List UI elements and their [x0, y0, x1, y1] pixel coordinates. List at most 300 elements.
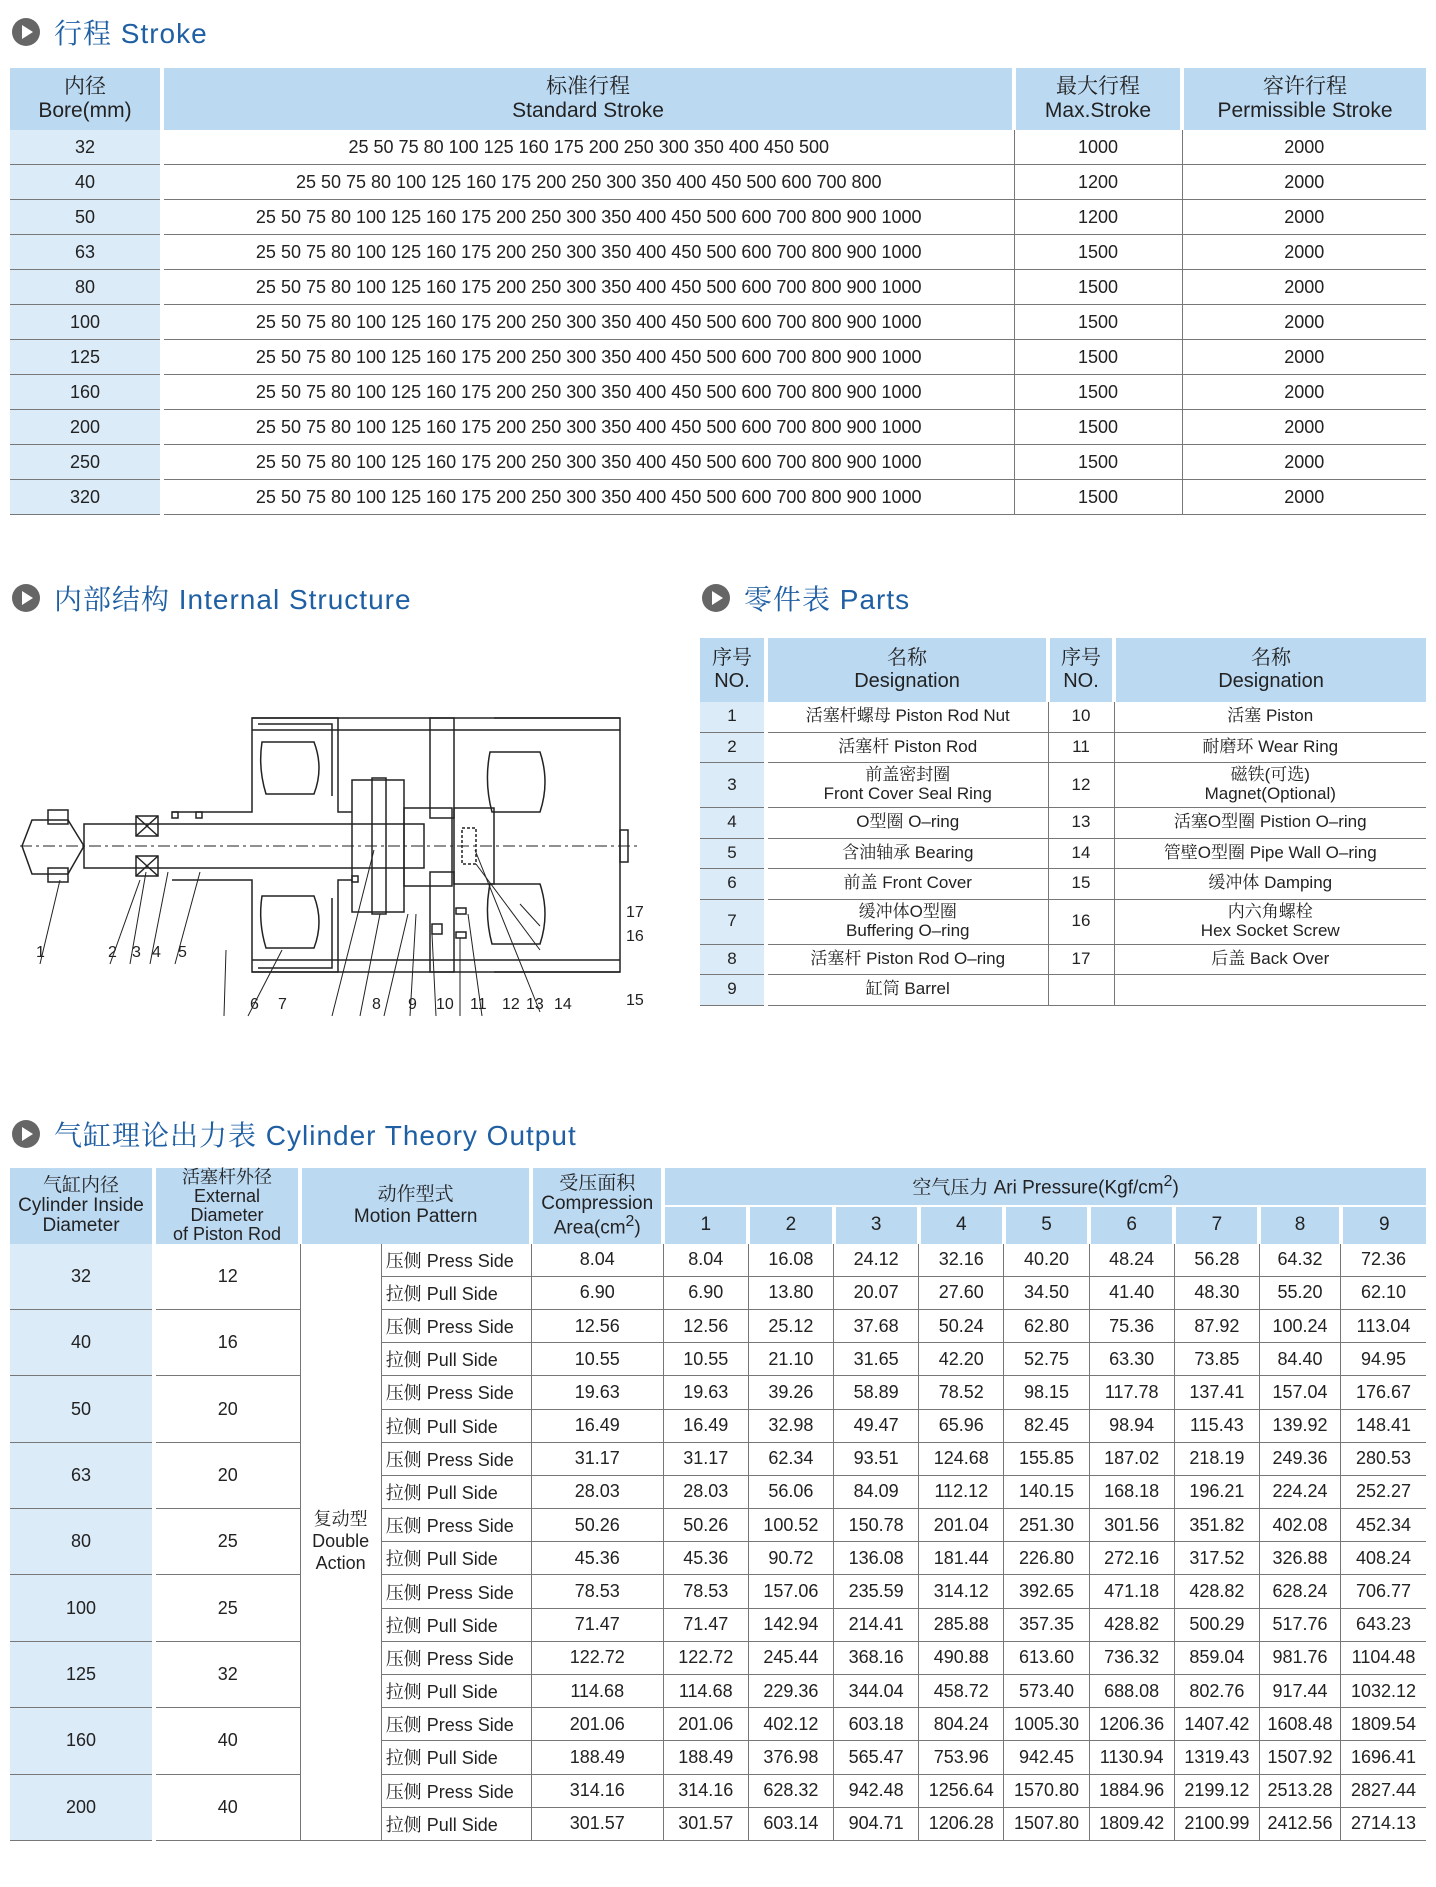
part-number [700, 808, 766, 839]
force-value-cell: 41.40 [1089, 1276, 1174, 1309]
force-value-cell: 2513.28 [1259, 1774, 1340, 1807]
force-value-cell: 229.36 [748, 1675, 833, 1708]
parts-header-row [700, 638, 1426, 702]
output-section-title [12, 1114, 577, 1154]
parts-table [700, 638, 1426, 1006]
stroke-row [10, 130, 1426, 165]
pull-side-label: 拉侧 Pull Side [381, 1807, 531, 1840]
force-value-cell: 16.49 [663, 1409, 748, 1442]
max-stroke-cell: 1500 [1014, 305, 1182, 340]
force-value-cell: 56.28 [1174, 1244, 1259, 1277]
part-text: 4 [727, 812, 737, 832]
part-designation-2 [1114, 732, 1426, 763]
area-header: 受压面积 Compression $Area(cm^2)$ [531, 1168, 663, 1244]
air-pressure-header: 空气压力 Ari $Pressure(Kgf/cm^2)$ [663, 1168, 1426, 1206]
force-value-cell: 21.10 [748, 1343, 833, 1376]
rod-diameter-cell: 32 [154, 1641, 300, 1707]
force-value-cell: 1608.48 [1259, 1708, 1340, 1741]
callout-label-11: 11 [470, 996, 487, 1013]
force-value-cell: 63.30 [1089, 1343, 1174, 1376]
area-cell: 50.26 [531, 1509, 663, 1542]
part-designation-2 [1114, 763, 1426, 808]
area-cell: 8.04 [531, 1244, 663, 1277]
force-value-cell: 100.52 [748, 1509, 833, 1542]
force-value-cell: 50.26 [663, 1509, 748, 1542]
part-number [700, 732, 766, 763]
part-number [700, 763, 766, 808]
part-text: Buffering O–ring [846, 920, 970, 940]
bore-cell: 125 [10, 340, 162, 375]
rod-diameter-cell: 20 [154, 1442, 300, 1508]
press-side-row [10, 1244, 1426, 1277]
max-stroke-cell: 1500 [1014, 375, 1182, 410]
cylinder-diameter-cell: 50 [10, 1376, 154, 1442]
pressure-header-8: 8 [1259, 1206, 1340, 1244]
force-value-cell: 168.18 [1089, 1475, 1174, 1508]
part-text: 活塞O型圈 Pistion O–ring [1173, 812, 1367, 832]
bore-cell: 50 [10, 200, 162, 235]
pull-side-label: 拉侧 Pull Side [381, 1409, 531, 1442]
force-value-cell: 301.57 [663, 1807, 748, 1840]
part-number-2 [1048, 808, 1114, 839]
max-stroke-cell: 1500 [1014, 340, 1182, 375]
rod-diameter-cell: 25 [154, 1575, 300, 1641]
part-text: Front Cover Seal Ring [823, 784, 992, 803]
callout-label-10: 10 [436, 996, 454, 1013]
force-value-cell: 351.82 [1174, 1509, 1259, 1542]
parts-row [700, 899, 1426, 944]
force-value-cell: 628.32 [748, 1774, 833, 1807]
force-value-cell: 115.43 [1174, 1409, 1259, 1442]
force-value-cell: 628.24 [1259, 1575, 1340, 1608]
force-value-cell: 94.95 [1341, 1343, 1426, 1376]
force-value-cell: 157.04 [1259, 1376, 1340, 1409]
force-value-cell: 285.88 [919, 1608, 1004, 1641]
press-side-label: 压侧 Press Side [381, 1509, 531, 1542]
force-value-cell: 201.06 [663, 1708, 748, 1741]
part-number [700, 944, 766, 975]
part-text: 耐磨环 Wear Ring [1202, 736, 1339, 756]
part-designation [766, 869, 1048, 900]
press-side-row [10, 1376, 1426, 1409]
parts-section-title [702, 578, 910, 618]
area-cell: 301.57 [531, 1807, 663, 1840]
force-value-cell: 942.45 [1004, 1741, 1089, 1774]
standard-stroke-cell: 25 50 75 80 100 125 160 175 200 250 300 350 400 450 500 600 700 800 900 1000 [162, 235, 1014, 270]
force-value-cell: 78.53 [663, 1575, 748, 1608]
force-value-cell: 45.36 [663, 1542, 748, 1575]
permissible-stroke-header: 容许行程 Permissible Stroke [1182, 68, 1426, 130]
callout-label-8: 8 [372, 996, 381, 1013]
force-value-cell: 252.27 [1341, 1475, 1426, 1508]
part-text: 14 [1071, 842, 1091, 862]
pull-side-label: 拉侧 Pull Side [381, 1608, 531, 1641]
force-value-cell: 613.60 [1004, 1641, 1089, 1674]
force-value-cell: 603.18 [834, 1708, 919, 1741]
callout-label-5: 5 [178, 944, 187, 961]
force-value-cell: 428.82 [1174, 1575, 1259, 1608]
force-value-cell: 2827.44 [1341, 1774, 1426, 1807]
pressure-header-1: 1 [663, 1206, 748, 1244]
area-cell: 31.17 [531, 1442, 663, 1475]
motion-pattern-header: 动作型式 Motion Pattern [300, 1168, 531, 1244]
force-value-cell: 688.08 [1089, 1675, 1174, 1708]
force-value-cell: 84.40 [1259, 1343, 1340, 1376]
part-designation [766, 975, 1048, 1006]
force-value-cell: 218.19 [1174, 1442, 1259, 1475]
press-side-row [10, 1575, 1426, 1608]
force-value-cell: 12.56 [663, 1309, 748, 1342]
part-text: Hex Socket Screw [1200, 920, 1340, 940]
cylinder-diameter-cell: 80 [10, 1509, 154, 1575]
force-value-cell: 251.30 [1004, 1509, 1089, 1542]
force-value-cell: 2100.99 [1174, 1807, 1259, 1840]
part-number-2 [1048, 869, 1114, 900]
max-stroke-cell: 1500 [1014, 270, 1182, 305]
play-bullet-icon [12, 1120, 40, 1148]
force-value-cell: 75.36 [1089, 1309, 1174, 1342]
force-value-cell: 62.80 [1004, 1309, 1089, 1342]
force-value-cell: 62.10 [1341, 1276, 1426, 1309]
force-value-cell: 471.18 [1089, 1575, 1174, 1608]
designation-header-2: 名称 Designation [1114, 638, 1426, 702]
force-value-cell: 802.76 [1174, 1675, 1259, 1708]
force-value-cell: 124.68 [919, 1442, 1004, 1475]
rod-diameter-cell: 40 [154, 1774, 300, 1840]
part-designation [766, 732, 1048, 763]
callout-label-15: 15 [626, 992, 644, 1009]
motion-pattern-text: Action [315, 1552, 366, 1573]
force-value-cell: 917.44 [1259, 1675, 1340, 1708]
stroke-section-title [12, 12, 208, 52]
permissible-stroke-cell: 2000 [1182, 305, 1426, 340]
part-text: 缓冲体 Damping [1208, 873, 1333, 893]
force-value-cell: 65.96 [919, 1409, 1004, 1442]
force-value-cell: 344.04 [834, 1675, 919, 1708]
force-value-cell: 392.65 [1004, 1575, 1089, 1608]
bore-cell: 40 [10, 165, 162, 200]
force-value-cell: 50.24 [919, 1309, 1004, 1342]
internal-structure-diagram [20, 700, 660, 1020]
press-side-row [10, 1309, 1426, 1342]
standard-stroke-cell: 25 50 75 80 100 125 160 175 200 250 300 350 400 450 500 [162, 130, 1014, 165]
force-value-cell: 58.89 [834, 1376, 919, 1409]
output-table [10, 1168, 1426, 1841]
force-value-cell: 56.06 [748, 1475, 833, 1508]
cylinder-diameter-header: 气缸内径 Cylinder Inside Diameter [10, 1168, 154, 1244]
parts-row [700, 808, 1426, 839]
rod-diameter-cell: 20 [154, 1376, 300, 1442]
bore-cell: 80 [10, 270, 162, 305]
parts-title-text: 零件表 Parts [744, 584, 911, 615]
part-designation [766, 838, 1048, 869]
part-text: 13 [1071, 812, 1091, 832]
part-text: 1 [727, 706, 737, 726]
force-value-cell: 408.24 [1341, 1542, 1426, 1575]
force-value-cell: 48.24 [1089, 1244, 1174, 1277]
part-text: Magnet(Optional) [1204, 784, 1336, 803]
parts-row [700, 944, 1426, 975]
play-bullet-icon [702, 584, 730, 612]
force-value-cell: 32.98 [748, 1409, 833, 1442]
force-value-cell: 31.65 [834, 1343, 919, 1376]
force-value-cell: 25.12 [748, 1309, 833, 1342]
part-number [700, 838, 766, 869]
bore-cell: 32 [10, 130, 162, 165]
force-value-cell: 16.08 [748, 1244, 833, 1277]
force-value-cell: 142.94 [748, 1608, 833, 1641]
callout-label-6: 6 [250, 996, 259, 1013]
output-header-row-1 [10, 1168, 1426, 1206]
part-text: 含油轴承 Bearing [842, 842, 974, 862]
force-value-cell: 93.51 [834, 1442, 919, 1475]
part-designation-2 [1114, 899, 1426, 944]
part-text: 缓冲体O型圈 [858, 901, 957, 921]
rod-diameter-cell: 16 [154, 1309, 300, 1375]
force-value-cell: 1005.30 [1004, 1708, 1089, 1741]
max-stroke-cell: 1000 [1014, 130, 1182, 165]
force-value-cell: 84.09 [834, 1475, 919, 1508]
rod-diameter-cell: 12 [154, 1244, 300, 1310]
pull-side-label: 拉侧 Pull Side [381, 1276, 531, 1309]
structure-section-title [12, 578, 412, 618]
part-number-2 [1048, 702, 1114, 732]
force-value-cell: 214.41 [834, 1608, 919, 1641]
stroke-row [10, 445, 1426, 480]
stroke-row [10, 235, 1426, 270]
force-value-cell: 201.04 [919, 1509, 1004, 1542]
stroke-row [10, 375, 1426, 410]
force-value-cell: 1809.42 [1089, 1807, 1174, 1840]
force-value-cell: 27.60 [919, 1276, 1004, 1309]
force-value-cell: 736.32 [1089, 1641, 1174, 1674]
part-text: 活塞 Piston [1227, 706, 1314, 726]
part-designation [766, 944, 1048, 975]
force-value-cell: 55.20 [1259, 1276, 1340, 1309]
force-value-cell: 2714.13 [1341, 1807, 1426, 1840]
force-value-cell: 226.80 [1004, 1542, 1089, 1575]
cylinder-diameter-cell: 100 [10, 1575, 154, 1641]
parts-row [700, 869, 1426, 900]
standard-stroke-cell: 25 50 75 80 100 125 160 175 200 250 300 350 400 450 500 600 700 800 900 1000 [162, 340, 1014, 375]
force-value-cell: 490.88 [919, 1641, 1004, 1674]
stroke-row [10, 305, 1426, 340]
force-value-cell: 235.59 [834, 1575, 919, 1608]
force-value-cell: 500.29 [1174, 1608, 1259, 1641]
pressure-header-4: 4 [919, 1206, 1004, 1244]
stroke-row [10, 165, 1426, 200]
permissible-stroke-cell: 2000 [1182, 445, 1426, 480]
area-cell: 19.63 [531, 1376, 663, 1409]
permissible-stroke-cell: 2000 [1182, 375, 1426, 410]
force-value-cell: 114.68 [663, 1675, 748, 1708]
force-value-cell: 357.35 [1004, 1608, 1089, 1641]
bore-cell: 100 [10, 305, 162, 340]
play-bullet-icon [12, 584, 40, 612]
force-value-cell: 71.47 [663, 1608, 748, 1641]
force-value-cell: 181.44 [919, 1542, 1004, 1575]
force-value-cell: 48.30 [1174, 1276, 1259, 1309]
standard-stroke-cell: 25 50 75 80 100 125 160 175 200 250 300 350 400 450 500 600 700 800 900 1000 [162, 445, 1014, 480]
play-bullet-icon [12, 18, 40, 46]
press-side-row [10, 1708, 1426, 1741]
permissible-stroke-cell: 2000 [1182, 130, 1426, 165]
part-designation [766, 899, 1048, 944]
standard-stroke-cell: 25 50 75 80 100 125 160 175 200 250 300 350 400 450 500 600 700 800 900 1000 [162, 480, 1014, 515]
force-value-cell: 196.21 [1174, 1475, 1259, 1508]
stroke-row [10, 480, 1426, 515]
force-value-cell: 20.07 [834, 1276, 919, 1309]
part-text: 15 [1071, 873, 1091, 893]
callout-label-7: 7 [278, 996, 287, 1013]
cylinder-diameter-cell: 40 [10, 1309, 154, 1375]
area-cell: 71.47 [531, 1608, 663, 1641]
bore-header: 内径 Bore(mm) [10, 68, 162, 130]
force-value-cell: 1206.36 [1089, 1708, 1174, 1741]
part-number-2 [1048, 944, 1114, 975]
parts-row [700, 702, 1426, 732]
force-value-cell: 157.06 [748, 1575, 833, 1608]
force-value-cell: 301.56 [1089, 1509, 1174, 1542]
force-value-cell: 517.76 [1259, 1608, 1340, 1641]
press-side-row [10, 1641, 1426, 1674]
part-text: 5 [727, 842, 737, 862]
force-value-cell: 1809.54 [1341, 1708, 1426, 1741]
area-cell: 6.90 [531, 1276, 663, 1309]
max-stroke-cell: 1200 [1014, 200, 1182, 235]
force-value-cell: 245.44 [748, 1641, 833, 1674]
force-value-cell: 314.12 [919, 1575, 1004, 1608]
force-value-cell: 402.08 [1259, 1509, 1340, 1542]
force-value-cell: 98.15 [1004, 1376, 1089, 1409]
force-value-cell: 1319.43 [1174, 1741, 1259, 1774]
force-value-cell: 176.67 [1341, 1376, 1426, 1409]
part-designation [766, 763, 1048, 808]
force-value-cell: 31.17 [663, 1442, 748, 1475]
force-value-cell: 78.52 [919, 1376, 1004, 1409]
force-value-cell: 100.24 [1259, 1309, 1340, 1342]
area-cell: 122.72 [531, 1641, 663, 1674]
force-value-cell: 148.41 [1341, 1409, 1426, 1442]
bore-cell: 63 [10, 235, 162, 270]
stroke-row [10, 200, 1426, 235]
force-value-cell: 90.72 [748, 1542, 833, 1575]
force-value-cell: 428.82 [1089, 1608, 1174, 1641]
force-value-cell: 82.45 [1004, 1409, 1089, 1442]
motion-pattern-text: Double [312, 1530, 370, 1551]
part-text: 活塞杆 Piston Rod [838, 736, 978, 756]
force-value-cell: 10.55 [663, 1343, 748, 1376]
part-designation-2 [1114, 838, 1426, 869]
force-value-cell: 187.02 [1089, 1442, 1174, 1475]
force-value-cell: 188.49 [663, 1741, 748, 1774]
rod-diameter-header: 活塞杆外径 External Diameter of Piston Rod [154, 1168, 300, 1244]
part-text: 前盖 Front Cover [843, 873, 972, 893]
rod-diameter-cell: 25 [154, 1509, 300, 1575]
part-text: O型圈 O–ring [856, 812, 960, 832]
force-value-cell: 753.96 [919, 1741, 1004, 1774]
force-value-cell: 64.32 [1259, 1244, 1340, 1277]
force-value-cell: 8.04 [663, 1244, 748, 1277]
press-side-label: 压侧 Press Side [381, 1641, 531, 1674]
force-value-cell: 376.98 [748, 1741, 833, 1774]
press-side-row [10, 1509, 1426, 1542]
force-value-cell: 13.80 [748, 1276, 833, 1309]
part-number-2 [1048, 975, 1114, 1006]
part-number-2 [1048, 763, 1114, 808]
press-side-label: 压侧 Press Side [381, 1708, 531, 1741]
cylinder-diameter-cell: 32 [10, 1244, 154, 1310]
bore-cell: 320 [10, 480, 162, 515]
pull-side-label: 拉侧 Pull Side [381, 1741, 531, 1774]
force-value-cell: 72.36 [1341, 1244, 1426, 1277]
force-value-cell: 565.47 [834, 1741, 919, 1774]
permissible-stroke-cell: 2000 [1182, 410, 1426, 445]
cylinder-diameter-cell: 200 [10, 1774, 154, 1840]
force-value-cell: 458.72 [919, 1675, 1004, 1708]
force-value-cell: 39.26 [748, 1376, 833, 1409]
cylinder-diameter-cell: 160 [10, 1708, 154, 1774]
force-value-cell: 150.78 [834, 1509, 919, 1542]
permissible-stroke-cell: 2000 [1182, 200, 1426, 235]
force-value-cell: 28.03 [663, 1475, 748, 1508]
cylinder-diameter-cell: 125 [10, 1641, 154, 1707]
force-value-cell: 249.36 [1259, 1442, 1340, 1475]
pressure-header-6: 6 [1089, 1206, 1174, 1244]
force-value-cell: 37.68 [834, 1309, 919, 1342]
part-text: 后盖 Back Over [1211, 948, 1330, 968]
permissible-stroke-cell: 2000 [1182, 480, 1426, 515]
no-header-2: 序号 NO. [1048, 638, 1114, 702]
force-value-cell: 62.34 [748, 1442, 833, 1475]
callout-label-1: 1 [36, 944, 45, 961]
part-designation-2 [1114, 869, 1426, 900]
force-value-cell: 140.15 [1004, 1475, 1089, 1508]
area-cell: 28.03 [531, 1475, 663, 1508]
force-value-cell: 603.14 [748, 1807, 833, 1840]
pressure-header-7: 7 [1174, 1206, 1259, 1244]
max-stroke-cell: 1500 [1014, 410, 1182, 445]
force-value-cell: 19.63 [663, 1376, 748, 1409]
stroke-row [10, 270, 1426, 305]
parts-row [700, 838, 1426, 869]
stroke-row [10, 340, 1426, 375]
pull-side-label: 拉侧 Pull Side [381, 1343, 531, 1376]
force-value-cell: 137.41 [1174, 1376, 1259, 1409]
part-text: 前盖密封圈 [865, 765, 951, 785]
force-value-cell: 1507.92 [1259, 1741, 1340, 1774]
force-value-cell: 34.50 [1004, 1276, 1089, 1309]
part-text: 缸筒 Barrel [865, 979, 950, 999]
force-value-cell: 904.71 [834, 1807, 919, 1840]
force-value-cell: 706.77 [1341, 1575, 1426, 1608]
part-text: 16 [1071, 911, 1091, 931]
force-value-cell: 155.85 [1004, 1442, 1089, 1475]
press-side-row [10, 1774, 1426, 1807]
structure-title-text: 内部结构 Internal Structure [54, 584, 412, 615]
force-value-cell: 272.16 [1089, 1542, 1174, 1575]
callout-label-2: 2 [108, 944, 117, 961]
pull-side-label: 拉侧 Pull Side [381, 1475, 531, 1508]
permissible-stroke-cell: 2000 [1182, 270, 1426, 305]
press-side-label: 压侧 Press Side [381, 1376, 531, 1409]
force-value-cell: 1570.80 [1004, 1774, 1089, 1807]
permissible-stroke-cell: 2000 [1182, 340, 1426, 375]
area-cell: 114.68 [531, 1675, 663, 1708]
pressure-header-2: 2 [748, 1206, 833, 1244]
area-cell: 12.56 [531, 1309, 663, 1342]
press-side-label: 压侧 Press Side [381, 1575, 531, 1608]
